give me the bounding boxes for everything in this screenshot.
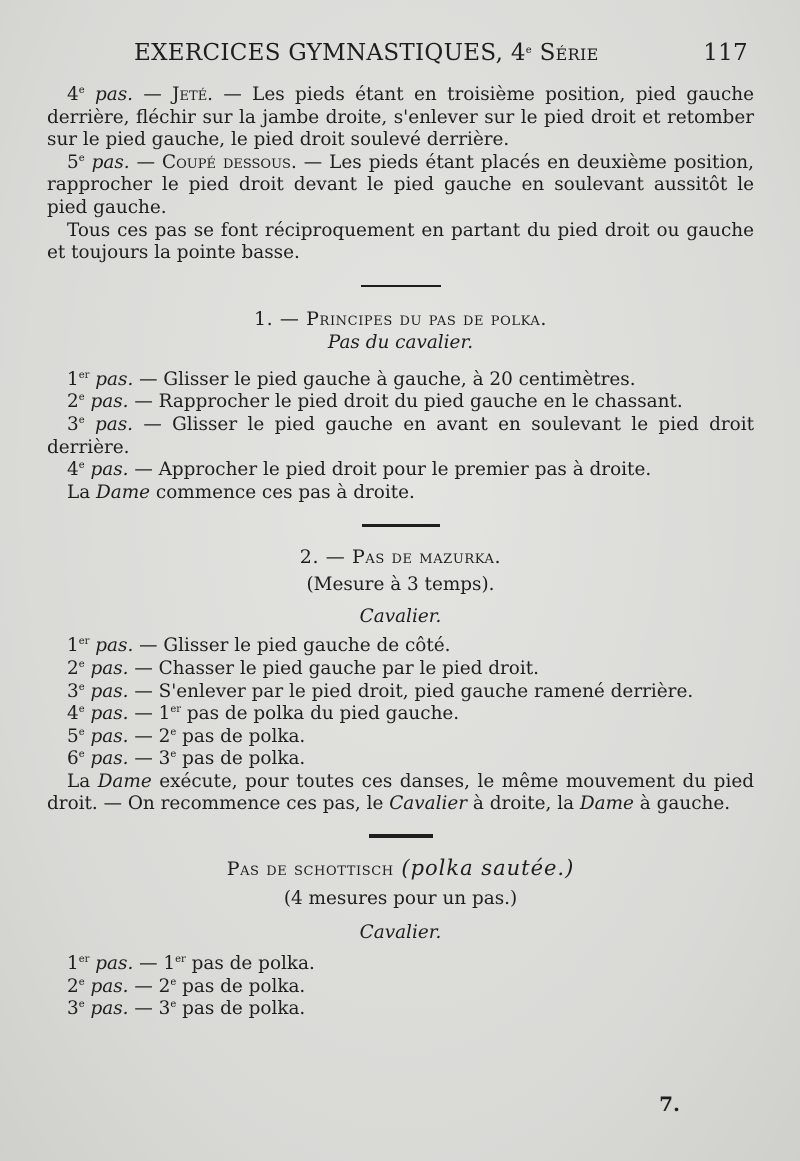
section-subtitle: Cavalier. (359, 922, 442, 944)
step-text-sup: e (170, 976, 177, 988)
section-num: 1. (253, 307, 274, 330)
step-text: pas de polka du pied gauche. (181, 703, 460, 725)
paragraph-jete (47, 84, 754, 152)
paragraph-coupe-dessous (47, 152, 754, 220)
section-note (47, 771, 754, 816)
signature-mark: 7. (659, 1092, 680, 1116)
section-subtitle: Cavalier. (359, 606, 442, 628)
step-text-sup: er (170, 704, 182, 716)
step-line (47, 635, 754, 658)
step-line (47, 748, 754, 771)
step-text-sup: e (170, 726, 177, 738)
step-line (47, 459, 754, 482)
step-text: — 2 (128, 725, 171, 747)
section-divider (361, 285, 441, 287)
step-text: — Rapprocher le pied droit du pied gauche en le chassant. (128, 391, 683, 413)
step-text: pas de polka. (176, 975, 306, 997)
step-ord: 1 (67, 953, 79, 975)
section-divider (369, 834, 433, 838)
section-measure: (4 mesures pour un pas.) (283, 888, 518, 910)
step-sup: er (78, 954, 90, 966)
step-line (47, 391, 754, 414)
step-ord: 4 (67, 459, 79, 481)
step-sup: e (78, 976, 85, 988)
step-pas: pas. (90, 459, 129, 481)
note-dame: Dame (579, 793, 634, 815)
step-ord: 4 (67, 703, 79, 725)
step-text: — Glisser le pied gauche à gauche, à 20 centimètres. (133, 368, 636, 390)
step-pas: pas. (90, 748, 129, 770)
step-pas: pas. (95, 84, 134, 105)
step-pas: pas. (90, 657, 129, 679)
step-text: pas de polka. (176, 748, 306, 770)
section-title-text: Principes du pas de polka. (306, 307, 548, 330)
step-ord: 1 (67, 368, 79, 390)
step-sup: er (78, 636, 90, 648)
step-text: — 1 (133, 953, 176, 975)
step-line (47, 369, 754, 392)
step-text: — 1 (128, 703, 171, 725)
step-sup: e (78, 85, 85, 96)
step-text: — Chasser le pied gauche par le pied droit. (128, 657, 539, 679)
step-text: — Approcher le pied droit pour le premier pas à droite. (128, 459, 652, 481)
step-text: — 3 (128, 748, 171, 770)
step-text: pas de polka. (185, 953, 315, 975)
step-ord: 3 (67, 413, 79, 435)
step-pas: pas. (90, 703, 129, 725)
step-line (47, 726, 754, 749)
note-dame: Dame (97, 770, 152, 792)
step-sup: e (78, 704, 85, 716)
step-ord: 6 (67, 748, 79, 770)
section-num: 2. (299, 546, 320, 569)
step-name: Jeté. (172, 84, 214, 105)
step-sup: e (78, 414, 85, 426)
step-pas: pas. (90, 725, 129, 747)
step-line (47, 414, 754, 459)
step-sup: e (78, 460, 85, 472)
step-sup: er (78, 369, 90, 381)
note-text: La (67, 770, 98, 792)
section-title-text: Pas de mazurka. (352, 546, 502, 569)
step-dash: — (129, 151, 163, 173)
step-pas: pas. (95, 953, 134, 975)
section-title-mazurka (47, 545, 754, 569)
step-ord: 2 (67, 391, 79, 413)
step-text: — S'enlever par le pied droit, pied gauche ramené derrière. (128, 680, 694, 702)
step-line (47, 953, 754, 976)
section-title-polka (47, 307, 754, 331)
step-pas: pas. (90, 680, 129, 702)
section-title-italic: (polka sautée.) (393, 856, 575, 881)
step-text-sup: er (175, 954, 186, 966)
section-title-text: Pas de schottisch (226, 858, 394, 881)
section-measure: (Mesure à 3 temps). (306, 574, 495, 596)
section-title-schottisch (47, 856, 754, 881)
step-text: — Glisser le pied gauche en avant en soulevant le pied droit derrière. (47, 413, 754, 458)
step-ord: 1 (67, 635, 79, 657)
step-name: Coupé dessous. (162, 151, 297, 173)
step-line (47, 681, 754, 704)
note-text: à gauche. (633, 793, 731, 815)
step-ord: 5 (67, 725, 79, 747)
step-sup: e (78, 658, 85, 670)
step-ord: 5 (67, 151, 79, 173)
running-title-main: EXERCICES GYMNASTIQUES, 4 (134, 40, 526, 66)
step-sup: e (78, 681, 85, 693)
step-line (47, 658, 754, 681)
section-subtitle: Pas du cavalier. (327, 331, 474, 353)
step-line (47, 703, 754, 726)
section-divider (362, 524, 440, 527)
page-number: 117 (703, 40, 748, 66)
step-line (47, 998, 754, 1021)
step-pas: pas. (95, 635, 134, 657)
section-dash: — (319, 546, 353, 569)
step-ord: 2 (67, 975, 79, 997)
step-text: — 3 (128, 998, 171, 1020)
paragraph-note: Tous ces pas se font réciproquement en partant du pied droit ou gauche et toujours la pointe basse. (47, 219, 754, 264)
note-text: exécute, pour toutes ces danses, le même mouvement du pied droit. — On recommence ces pas, le (47, 770, 754, 815)
running-title-sup: e (525, 45, 532, 56)
step-text: — Glisser le pied gauche de côté. (133, 635, 451, 657)
note-dame: Dame (96, 481, 151, 503)
running-head (47, 40, 754, 76)
step-text-sup: e (170, 749, 177, 761)
step-text: pas de polka. (176, 998, 306, 1020)
step-text: — 2 (128, 975, 171, 997)
step-sup: e (78, 726, 85, 738)
step-ord: 3 (67, 998, 79, 1020)
note-text: La (67, 481, 97, 503)
running-title-series: Série (539, 40, 599, 66)
step-ord: 4 (67, 84, 79, 105)
step-ord: 3 (67, 680, 79, 702)
step-pas: pas. (94, 413, 134, 435)
step-pas: pas. (95, 368, 134, 390)
step-sup: e (78, 749, 85, 761)
note-cavalier: Cavalier (389, 793, 468, 815)
step-sup: e (78, 999, 85, 1011)
step-sup: e (78, 392, 85, 404)
step-text: pas de polka. (176, 725, 306, 747)
section-note (47, 482, 754, 505)
step-pas: pas. (90, 998, 129, 1020)
running-title (134, 40, 599, 66)
step-pas: pas. (91, 151, 130, 173)
step-dash: — (133, 84, 173, 105)
note-text: commence ces pas à droite. (150, 481, 415, 503)
step-ord: 2 (67, 657, 79, 679)
section-dash: — (273, 307, 307, 330)
step-text: — Les pieds étant en troisième position, pied gauche derrière, fléchir sur la jambe droite, s'enlever sur le pied droit et retomber sur le pied gauche, le pied droit soulevé derrière. (47, 84, 754, 151)
step-pas: pas. (90, 391, 129, 413)
step-text-sup: e (170, 999, 177, 1011)
step-pas: pas. (90, 975, 129, 997)
step-text: — Les pieds étant placés en deuxième position, rapprocher le pied droit devant le pied gauche en soulevant aussitôt le pied gauche. (47, 151, 754, 218)
step-sup: e (78, 152, 85, 164)
step-line (47, 976, 754, 999)
note-text: à droite, la (467, 793, 580, 815)
